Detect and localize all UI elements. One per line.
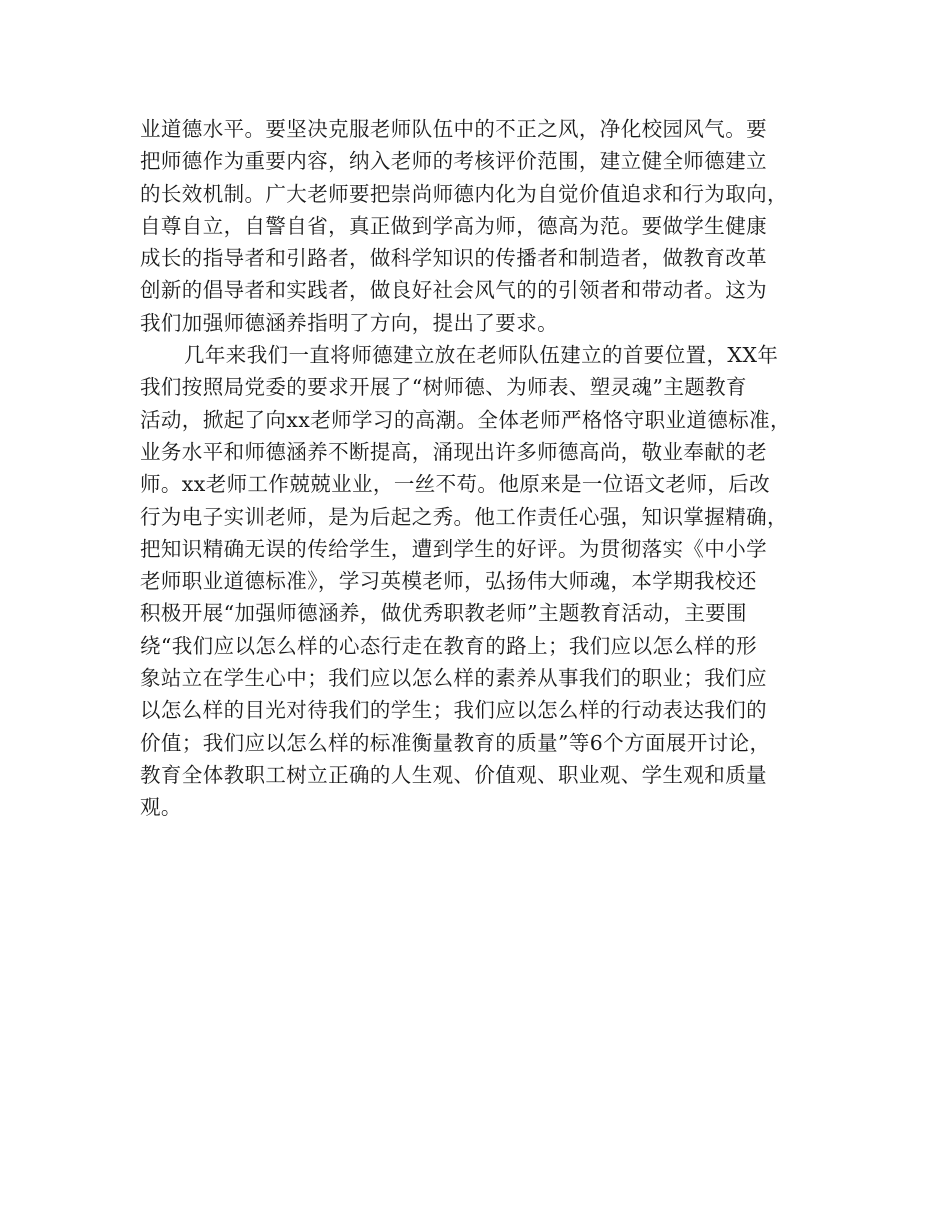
text-line: 行为电子实训老师，是为后起之秀。他工作责任心强，知识掌握精确， <box>140 504 788 529</box>
text-line: 业道德水平。要坚决克服老师队伍中的不正之风，净化校园风气。要 <box>140 117 767 141</box>
text-line: 老师职业道德标准》，学习英模老师，弘扬伟大师魂，本学期我校还 <box>140 569 757 594</box>
text-line: 创新的倡导者和实践者，做良好社会风气的的引领者和带动者。这为 <box>140 278 767 303</box>
text-line: 把知识精确无误的传给学生，遭到学生的好评。为贯彻落实《中小学 <box>140 536 767 561</box>
text-line: 我们按照局党委的要求开展了“树师德、为师表、塑灵魂”主题教育 <box>140 375 747 400</box>
text-line: 我们加强师德涵养指明了方向，提出了要求。 <box>140 310 558 335</box>
text-line: 积极开展“加强师德涵养，做优秀职教老师”主题教育活动，主要围 <box>140 601 747 626</box>
text-line: 业务水平和师德涵养不断提高，涌现出许多师德高尚，敬业奉献的老 <box>140 439 767 464</box>
text-line: 价值；我们应以怎么样的标准衡量教育的质量”等6个方面展开讨论， <box>140 730 771 755</box>
text-line: 观。 <box>140 795 182 820</box>
text-line: 的长效机制。广大老师要把崇尚师德内化为自觉价值追求和行为取向， <box>140 181 788 206</box>
text-line: 教育全体教职工树立正确的人生观、价值观、职业观、学生观和质量 <box>140 762 767 787</box>
text-line: 自尊自立，自警自省，真正做到学高为师，德高为范。要做学生健康 <box>140 213 767 238</box>
text-line: 师。xx老师工作兢兢业业，一丝不苟。他原来是一位语文老师，后改 <box>140 472 771 497</box>
body-text <box>140 113 830 824</box>
text-line: 把师德作为重要内容，纳入老师的考核评价范围，建立健全师德建立 <box>140 149 767 174</box>
text-line: 成长的指导者和引路者，做科学知识的传播者和制造者，做教育改革 <box>140 246 767 271</box>
paragraph-start-line: 几年来我们一直将师德建立放在老师队伍建立的首要位置，XX年 <box>184 343 779 368</box>
text-line: 以怎么样的目光对待我们的学生；我们应以怎么样的行动表达我们的 <box>140 698 767 723</box>
text-line: 绕“我们应以怎么样的心态行走在教育的路上；我们应以怎么样的形 <box>140 633 757 658</box>
text-line: 活动，掀起了向xx老师学习的高潮。全体老师严格恪守职业道德标准， <box>140 407 791 432</box>
text-line: 象站立在学生心中；我们应以怎么样的素养从事我们的职业；我们应 <box>140 666 767 691</box>
